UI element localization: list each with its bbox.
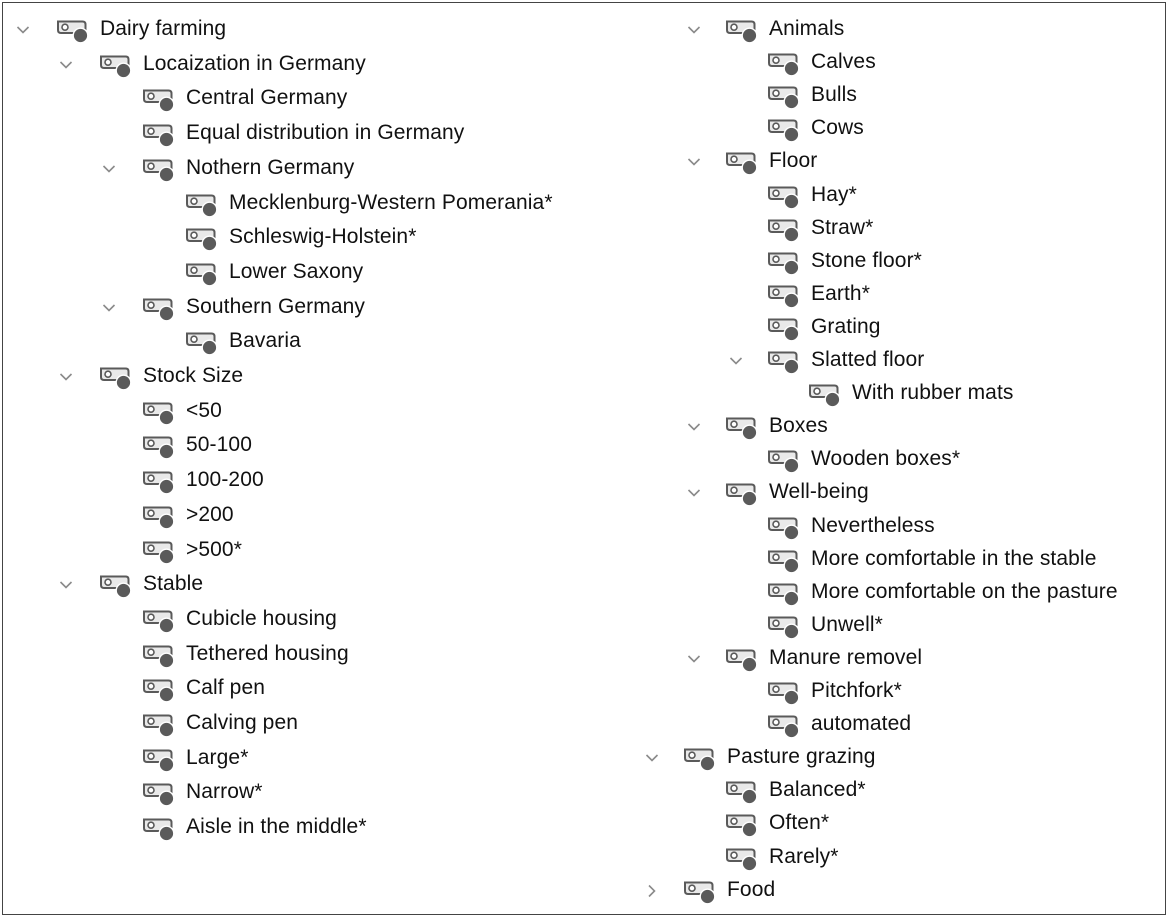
code-tag-icon	[725, 645, 759, 673]
tree-node-label[interactable]: Stock Size	[143, 364, 244, 387]
tree-node-label[interactable]: Calves	[811, 50, 876, 74]
tree-panel-border	[2, 2, 1166, 915]
code-tag-icon	[767, 314, 801, 342]
code-tag-icon	[185, 190, 219, 218]
code-tag-icon	[725, 844, 759, 872]
tree-node-label[interactable]: Narrow*	[186, 780, 263, 804]
tree-node-label[interactable]: Mecklenburg-Western Pomerania*	[229, 190, 553, 214]
code-tag-icon	[808, 380, 842, 408]
tree-node-label[interactable]: automated	[811, 712, 912, 736]
tree-node-label[interactable]: Floor	[769, 149, 818, 173]
code-tag-icon	[185, 328, 219, 356]
tree-node-label[interactable]: Tethered housing	[186, 641, 349, 665]
tree-node-label[interactable]: Pitchfork*	[811, 679, 902, 702]
tree-node-label[interactable]: Aisle in the middle*	[186, 815, 367, 839]
tree-node-label[interactable]: Cubicle housing	[186, 606, 337, 630]
code-tag-icon	[142, 294, 176, 322]
chevron-down-icon[interactable]	[101, 161, 117, 177]
tree-node-label[interactable]: 50-100	[186, 433, 252, 457]
chevron-down-icon[interactable]	[686, 651, 702, 667]
code-tag-icon	[142, 745, 176, 773]
tree-node-label[interactable]: Equal distribution in Germany	[186, 121, 465, 145]
code-tag-icon	[767, 115, 801, 143]
code-tag-icon	[142, 537, 176, 565]
chevron-down-icon[interactable]	[686, 485, 702, 501]
tree-node-label[interactable]: >200	[186, 502, 234, 526]
code-tag-icon	[99, 571, 133, 599]
tree-node-label[interactable]: Hay*	[811, 182, 857, 206]
tree-node-label[interactable]: Boxes	[769, 414, 828, 438]
code-tag-icon	[767, 446, 801, 474]
code-tag-icon	[767, 347, 801, 375]
chevron-down-icon[interactable]	[58, 57, 74, 73]
tree-node-label[interactable]: Pasture grazing	[727, 745, 876, 769]
code-tag-icon	[142, 641, 176, 669]
tree-node-label[interactable]: <50	[186, 398, 222, 422]
tree-node-label[interactable]: Nevertheless	[811, 513, 935, 537]
tree-node-label[interactable]: Food	[727, 877, 776, 901]
code-tag-icon	[56, 16, 90, 44]
tree-node-label[interactable]: Unwell*	[811, 612, 883, 636]
code-tag-icon	[725, 16, 759, 44]
tree-node-label[interactable]: Wooden boxes*	[811, 447, 961, 471]
code-tag-icon	[142, 779, 176, 807]
tree-node-label[interactable]: Manure removel	[769, 645, 923, 669]
chevron-down-icon[interactable]	[686, 22, 702, 38]
tree-node-label[interactable]: Central Germany	[186, 86, 348, 110]
tree-node-label[interactable]: Well-being	[769, 480, 869, 504]
tree-node-label[interactable]: Stone floor*	[811, 248, 922, 272]
chevron-down-icon[interactable]	[58, 369, 74, 385]
tree-node-label[interactable]: Calving pen	[186, 711, 299, 734]
code-tag-icon	[767, 281, 801, 309]
tree-node-label[interactable]: Bavaria	[229, 329, 301, 353]
code-tag-icon	[767, 678, 801, 706]
tree-node-label[interactable]: >500*	[186, 537, 242, 561]
code-tag-icon	[142, 398, 176, 426]
chevron-right-icon[interactable]	[644, 883, 660, 899]
tree-node-label[interactable]: Balanced*	[769, 778, 866, 802]
code-tag-icon	[725, 413, 759, 441]
tree-node-label[interactable]: Straw*	[811, 215, 874, 239]
tree-node-label[interactable]: More comfortable on the pasture	[811, 579, 1118, 603]
tree-node-label[interactable]: Schleswig-Holstein*	[229, 225, 417, 249]
tree-node-label[interactable]: Locaization in Germany	[143, 51, 366, 75]
code-tag-icon	[142, 155, 176, 183]
tree-node-label[interactable]: Grating	[811, 314, 881, 338]
code-tag-icon	[767, 182, 801, 210]
chevron-down-icon[interactable]	[644, 750, 660, 766]
tree-node-label[interactable]: Southern Germany	[186, 294, 366, 318]
code-tag-icon	[767, 579, 801, 607]
code-tag-icon	[725, 148, 759, 176]
chevron-down-icon[interactable]	[101, 300, 117, 316]
code-tag-icon	[725, 777, 759, 805]
code-tag-icon	[185, 259, 219, 287]
tree-node-label[interactable]: Often*	[769, 811, 830, 835]
chevron-down-icon[interactable]	[58, 577, 74, 593]
code-tag-icon	[767, 215, 801, 243]
tree-node-label[interactable]: Cows	[811, 116, 864, 140]
tree-node-label[interactable]: Slatted floor	[811, 348, 925, 371]
tree-node-label[interactable]: Earth*	[811, 281, 870, 305]
code-tag-icon	[767, 612, 801, 640]
tree-node-label[interactable]: Stable	[143, 572, 204, 596]
tree-node-label[interactable]: With rubber mats	[852, 381, 1014, 405]
code-tag-icon	[142, 606, 176, 634]
code-tag-icon	[185, 224, 219, 252]
tree-node-label[interactable]: 100-200	[186, 468, 264, 492]
chevron-down-icon[interactable]	[15, 22, 31, 38]
code-tag-icon	[725, 479, 759, 507]
code-tag-icon	[142, 502, 176, 530]
code-tag-icon	[767, 49, 801, 77]
chevron-down-icon[interactable]	[686, 419, 702, 435]
tree-node-label[interactable]: Lower Saxony	[229, 259, 364, 283]
code-tag-icon	[142, 710, 176, 738]
tree-node-label[interactable]: Animals	[769, 17, 845, 40]
tree-node-label[interactable]: Bulls	[811, 83, 858, 107]
code-tag-icon	[683, 877, 717, 905]
tree-node-label[interactable]: Calf pen	[186, 676, 266, 700]
code-tag-icon	[142, 814, 176, 842]
code-tag-icon	[142, 675, 176, 703]
tree-node-label[interactable]: Large*	[186, 745, 249, 769]
code-tag-icon	[142, 467, 176, 495]
tree-node-label[interactable]: More comfortable in the stable	[811, 546, 1097, 570]
code-tag-icon	[767, 248, 801, 276]
tree-node-label[interactable]: Rarely*	[769, 844, 839, 868]
tree-node-label[interactable]: Dairy farming	[100, 17, 227, 40]
code-tag-icon	[142, 85, 176, 113]
code-tag-icon	[99, 363, 133, 391]
code-tag-icon	[767, 513, 801, 541]
code-tag-icon	[767, 82, 801, 110]
code-tag-icon	[767, 546, 801, 574]
tree-node-label[interactable]: Nothern Germany	[186, 155, 355, 179]
code-tag-icon	[142, 432, 176, 460]
chevron-down-icon[interactable]	[728, 353, 744, 369]
code-tag-icon	[142, 120, 176, 148]
code-tag-icon	[725, 810, 759, 838]
code-tag-icon	[99, 51, 133, 79]
chevron-down-icon[interactable]	[686, 154, 702, 170]
code-tag-icon	[767, 711, 801, 739]
code-tag-icon	[683, 744, 717, 772]
